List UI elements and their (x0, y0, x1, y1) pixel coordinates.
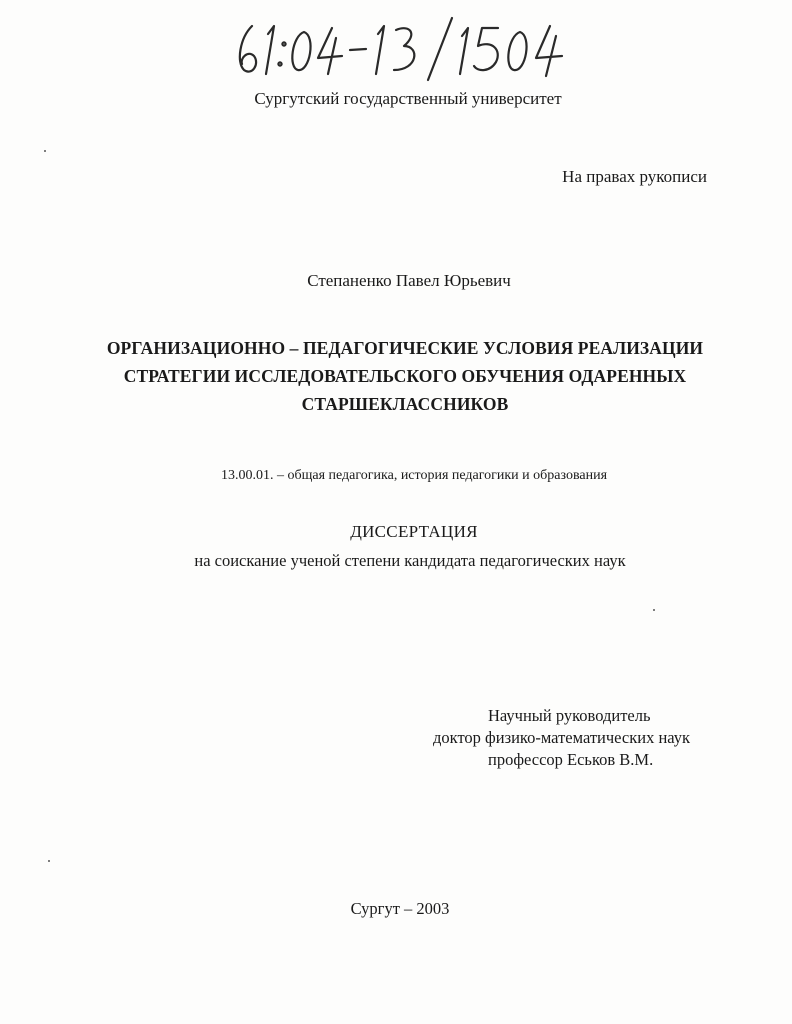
supervisor-block (410, 705, 730, 771)
city-year: Сургут – 2003 (350, 899, 450, 918)
scan-speck (44, 150, 46, 152)
title-line: ОРГАНИЗАЦИОННО – ПЕДАГОГИЧЕСКИЕ УСЛОВИЯ РЕАЛИЗАЦИИ (106, 338, 704, 358)
handwritten-archive-code (230, 14, 570, 84)
manuscript-rights-note: На правах рукописи (562, 167, 707, 186)
title-line: СТРАТЕГИИ ИССЛЕДОВАТЕЛЬСКОГО ОБУЧЕНИЯ ОДАРЕННЫХ (123, 366, 687, 386)
supervisor-title: доктор физико-математических наук (433, 728, 691, 747)
supervisor-role: Научный руководитель (488, 706, 651, 725)
document-type: ДИССЕРТАЦИЯ (350, 522, 478, 541)
scan-speck (48, 860, 50, 862)
university-name: Сургутский государственный университет (254, 89, 562, 108)
scan-speck (653, 609, 655, 611)
author-name: Степаненко Павел Юрьевич (307, 271, 511, 290)
title-line: СТАРШЕКЛАССНИКОВ (301, 394, 509, 414)
supervisor-name: профессор Еськов В.М. (488, 750, 654, 769)
dissertation-title (90, 334, 720, 418)
specialty-code: 13.00.01. – общая педагогика, история педагогики и образования (220, 468, 608, 483)
degree-description: на соискание ученой степени кандидата педагогических наук (194, 551, 626, 570)
